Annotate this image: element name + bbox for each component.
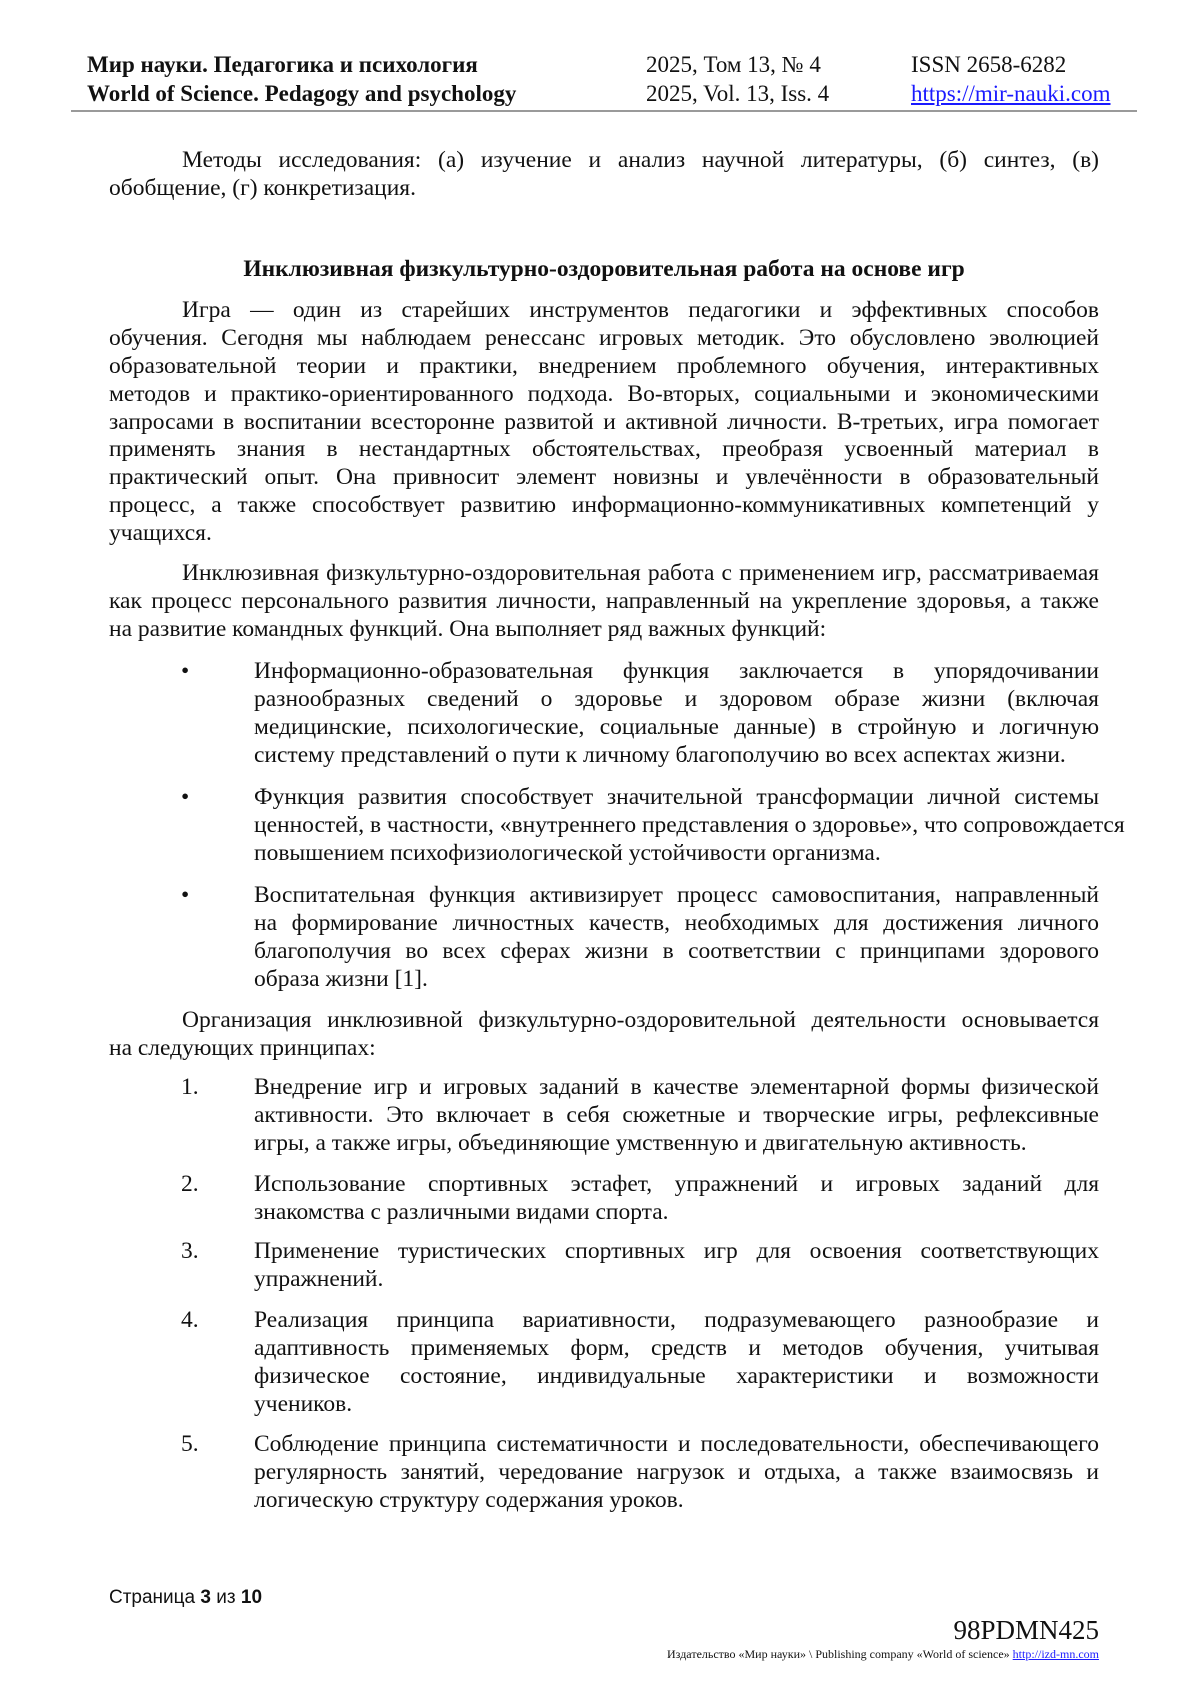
text-line: Реализация принципа вариативности, подразумевающего разнообразие и bbox=[254, 1307, 1099, 1333]
text-line: Информационно-образовательная функция заключается в упорядочивании bbox=[254, 658, 1099, 684]
methods-paragraph bbox=[109, 147, 1099, 203]
text-line: Внедрение игр и игровых заданий в качестве элементарной формы физической bbox=[254, 1074, 1099, 1100]
text-line: регулярность занятий, чередование нагрузок и отдыха, а также взаимосвязь и bbox=[254, 1458, 1099, 1485]
text-line: Соблюдение принципа систематичности и последовательности, обеспечивающего bbox=[254, 1431, 1099, 1457]
section-heading: Инклюзивная физкультурно-оздоровительная работа на основе игр bbox=[243, 256, 965, 282]
text-line: Инклюзивная физкультурно-оздоровительная работа с применением игр, рассматриваемая bbox=[182, 560, 1099, 586]
text-line: на следующих принципах: bbox=[109, 1034, 376, 1061]
text-line: процесс, а также способствует развитию информационно-коммуникативных компетенций у bbox=[109, 492, 1099, 519]
text-line: практический опыт. Она привносит элемент новизны и увлечённости в образовательный bbox=[109, 464, 1099, 491]
issue-en: 2025, Vol. 13, Iss. 4 bbox=[646, 81, 830, 106]
text-line: разнообразных сведений о здоровье и здоровом образе жизни (включая bbox=[254, 685, 1099, 712]
text-line: игры, а также игры, объединяющие умственную и двигательную активность. bbox=[254, 1129, 1027, 1156]
text-line: физическое состояние, индивидуальные характеристики и возможности bbox=[254, 1362, 1099, 1389]
text-line: учащихся. bbox=[109, 520, 212, 547]
numbered-item bbox=[181, 1238, 1099, 1294]
text-line: как процесс персонального развития личности, направленный на укрепление здоровья, а также bbox=[109, 587, 1099, 614]
text-line: логическую структуру содержания уроков. bbox=[254, 1486, 684, 1513]
text-line: запросами в воспитании всесторонне развитой и активной личности. В-третьих, игра помогает bbox=[109, 408, 1099, 435]
text-line: обучения. Сегодня мы наблюдаем ренессанс игровых методик. Это обусловлено эволюцией bbox=[109, 324, 1099, 351]
text-line: обобщение, (г) конкретизация. bbox=[109, 174, 416, 201]
text-line: Организация инклюзивной физкультурно-оздоровительной деятельности основывается bbox=[182, 1007, 1099, 1033]
text-line: активности. Это включает в себя сюжетные и творческие игры, рефлексивные bbox=[254, 1101, 1099, 1128]
numbered-item bbox=[181, 1171, 1099, 1227]
text-line: применять знания в нестандартных обстоятельствах, преобразя усвоенный материал в bbox=[109, 436, 1099, 463]
text-line: учеников. bbox=[254, 1390, 353, 1417]
text-line: Функция развития способствует значительной трансформации личной системы bbox=[254, 784, 1099, 810]
text-line: упражнений. bbox=[254, 1265, 384, 1292]
item-number: 4. bbox=[181, 1307, 199, 1333]
journal-url-link[interactable]: https://mir-nauki.com bbox=[911, 81, 1111, 106]
publisher-link[interactable]: http://izd-mn.com bbox=[1012, 1647, 1099, 1661]
numbered-item bbox=[181, 1431, 1099, 1515]
publisher-line bbox=[667, 1647, 1099, 1662]
item-number: 2. bbox=[181, 1171, 199, 1197]
paragraph-games bbox=[109, 297, 1099, 548]
page-of: из bbox=[216, 1587, 236, 1608]
item-number: 1. bbox=[181, 1074, 199, 1100]
text-line: образа жизни [1]. bbox=[254, 965, 428, 992]
publisher-name: Издательство «Мир науки» \ Publishing company «World of science» bbox=[667, 1647, 1010, 1661]
text-line: медицинские, психологические, социальные данные) в стройную и логичную bbox=[254, 713, 1099, 740]
paragraph-functions-intro bbox=[109, 560, 1099, 644]
text-line: образовательной теории и практики, внедрением проблемного обучения, интерактивных bbox=[109, 352, 1099, 379]
article-code: 98PDMN425 bbox=[953, 1615, 1099, 1645]
text-line: Методы исследования: (а) изучение и анализ научной литературы, (б) синтез, (в) bbox=[182, 147, 1099, 173]
numbered-item bbox=[181, 1307, 1099, 1419]
text-line: адаптивность применяемых форм, средств и методов обучения, учитывая bbox=[254, 1334, 1099, 1361]
journal-title-ru: Мир науки. Педагогика и психология bbox=[87, 52, 478, 77]
numbered-item bbox=[181, 1074, 1099, 1158]
page-current: 3 bbox=[200, 1587, 211, 1608]
page-total: 10 bbox=[240, 1587, 263, 1608]
text-line: ценностей, в частности, «внутреннего представления о здоровье», что сопровождается bbox=[254, 811, 1125, 838]
text-line: благополучия во всех сферах жизни в соответствии с принципами здорового bbox=[254, 937, 1099, 964]
bullet-icon: • bbox=[181, 658, 190, 684]
page-number bbox=[109, 1587, 262, 1609]
item-number: 3. bbox=[181, 1238, 199, 1264]
bullet-item bbox=[181, 658, 1099, 770]
issue-ru: 2025, Том 13, № 4 bbox=[646, 52, 821, 77]
page-label: Страница bbox=[109, 1587, 196, 1608]
bullet-icon: • bbox=[181, 882, 190, 908]
text-line: систему представлений о пути к личному благополучию во всех аспектах жизни. bbox=[254, 741, 1066, 768]
journal-title-en: World of Science. Pedagogy and psychology bbox=[87, 81, 517, 106]
bullet-item bbox=[181, 784, 1125, 868]
issn: ISSN 2658-6282 bbox=[911, 52, 1067, 77]
text-line: Использование спортивных эстафет, упражнений и игровых заданий для bbox=[254, 1171, 1099, 1197]
bullet-item bbox=[181, 882, 1099, 994]
text-line: методов и практико-ориентированного подхода. Во-вторых, социальными и экономическими bbox=[109, 380, 1099, 407]
text-line: на развитие командных функций. Она выполняет ряд важных функций: bbox=[109, 615, 827, 642]
text-line: знакомства с различными видами спорта. bbox=[254, 1198, 669, 1225]
item-number: 5. bbox=[181, 1431, 199, 1457]
header-rule bbox=[71, 110, 1137, 112]
text-line: на формирование личностных качеств, необходимых для достижения личного bbox=[254, 909, 1099, 936]
bullet-icon: • bbox=[181, 784, 190, 810]
text-line: повышением психофизиологической устойчивости организма. bbox=[254, 839, 881, 866]
text-line: Игра — один из старейших инструментов педагогики и эффективных способов bbox=[182, 297, 1099, 323]
text-line: Применение туристических спортивных игр для освоения соответствующих bbox=[254, 1238, 1099, 1264]
paragraph-principles-intro bbox=[109, 1007, 1099, 1063]
text-line: Воспитательная функция активизирует процесс самовоспитания, направленный bbox=[254, 882, 1099, 908]
